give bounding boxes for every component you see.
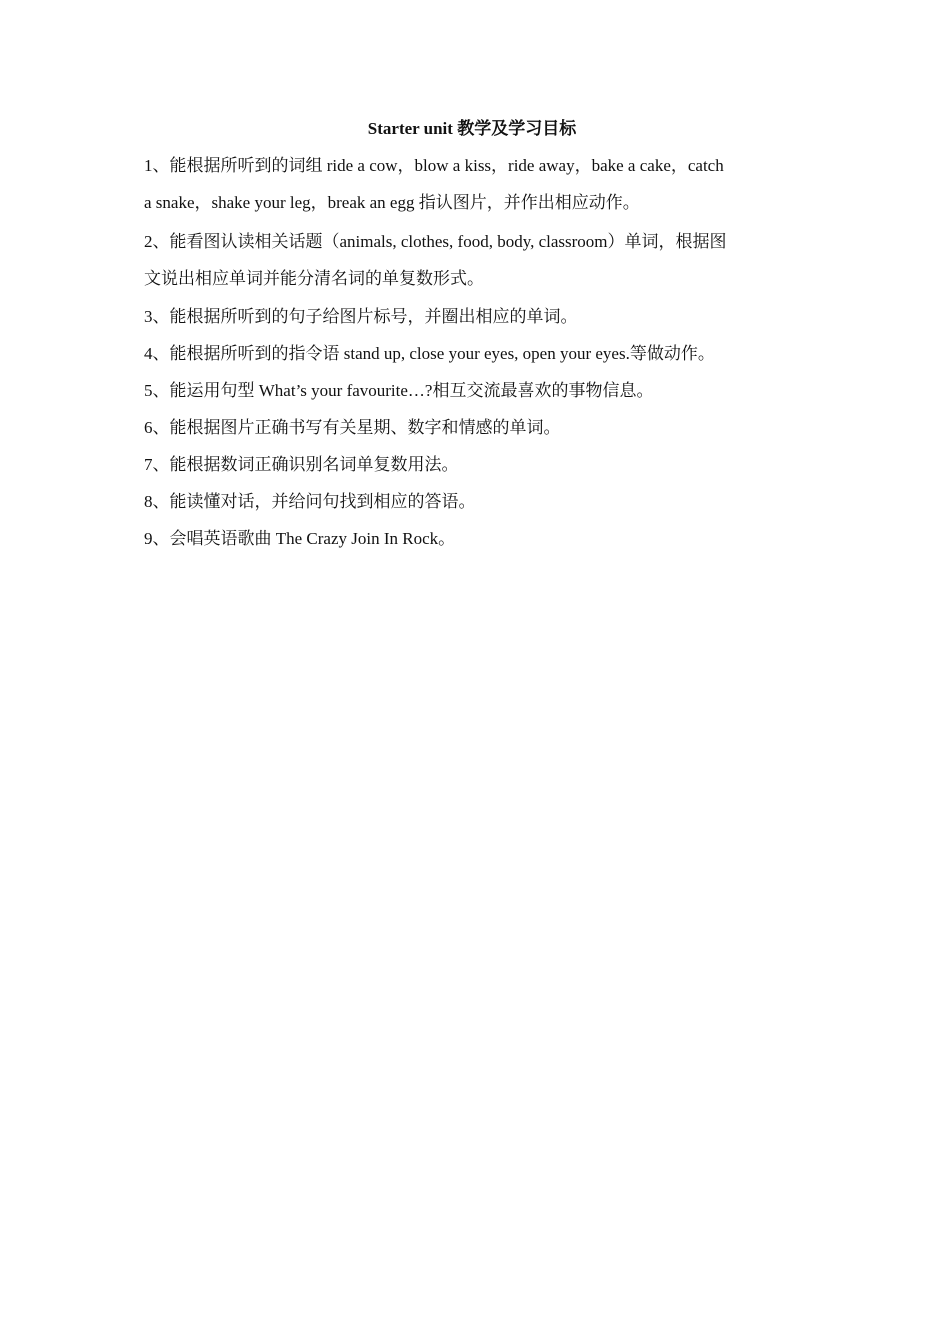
page-title: Starter unit 教学及学习目标: [367, 119, 577, 138]
objective-7-line-1: 7、能根据数词正确识别名词单复数用法。: [144, 455, 459, 474]
objective-3-line-1: 3、能根据所听到的句子给图片标号，并圈出相应的单词。: [144, 307, 578, 326]
objective-item-6: [144, 416, 812, 440]
objective-1-line-2: a snake，shake your leg，break an egg 指认图片，并作出相应动作。: [144, 193, 640, 212]
objective-item-7: [144, 453, 812, 477]
objective-item-5: [144, 379, 812, 403]
objective-9-line-1: 9、会唱英语歌曲 The Crazy Join In Rock。: [144, 529, 456, 548]
objective-item-9: [144, 527, 812, 551]
objective-4-line-1: 4、能根据所听到的指令语 stand up, close your eyes, open your eyes.等做动作。: [144, 344, 715, 363]
objective-1-line-1: 1、能根据所听到的词组 ride a cow，blow a kiss，ride away，bake a cake，catch: [144, 156, 724, 175]
objective-2-line-2: 文说出相应单词并能分清名词的单复数形式。: [144, 269, 484, 288]
objective-item-3: [144, 305, 812, 329]
objective-item-8: [144, 490, 812, 514]
objective-item-1: [144, 147, 812, 221]
objectives-list: [144, 153, 812, 564]
objective-6-line-1: 6、能根据图片正确书写有关星期、数字和情感的单词。: [144, 418, 561, 437]
objective-8-line-1: 8、能读懂对话，并给问句找到相应的答语。: [144, 492, 476, 511]
objective-2-line-1: 2、能看图认读相关话题（animals, clothes, food, body, classroom）单词，根据图: [144, 232, 727, 251]
objective-item-2: [144, 223, 812, 297]
objective-5-line-1: 5、能运用句型 What’s your favourite…?相互交流最喜欢的事物信息。: [144, 381, 654, 400]
objective-item-4: [144, 342, 812, 366]
